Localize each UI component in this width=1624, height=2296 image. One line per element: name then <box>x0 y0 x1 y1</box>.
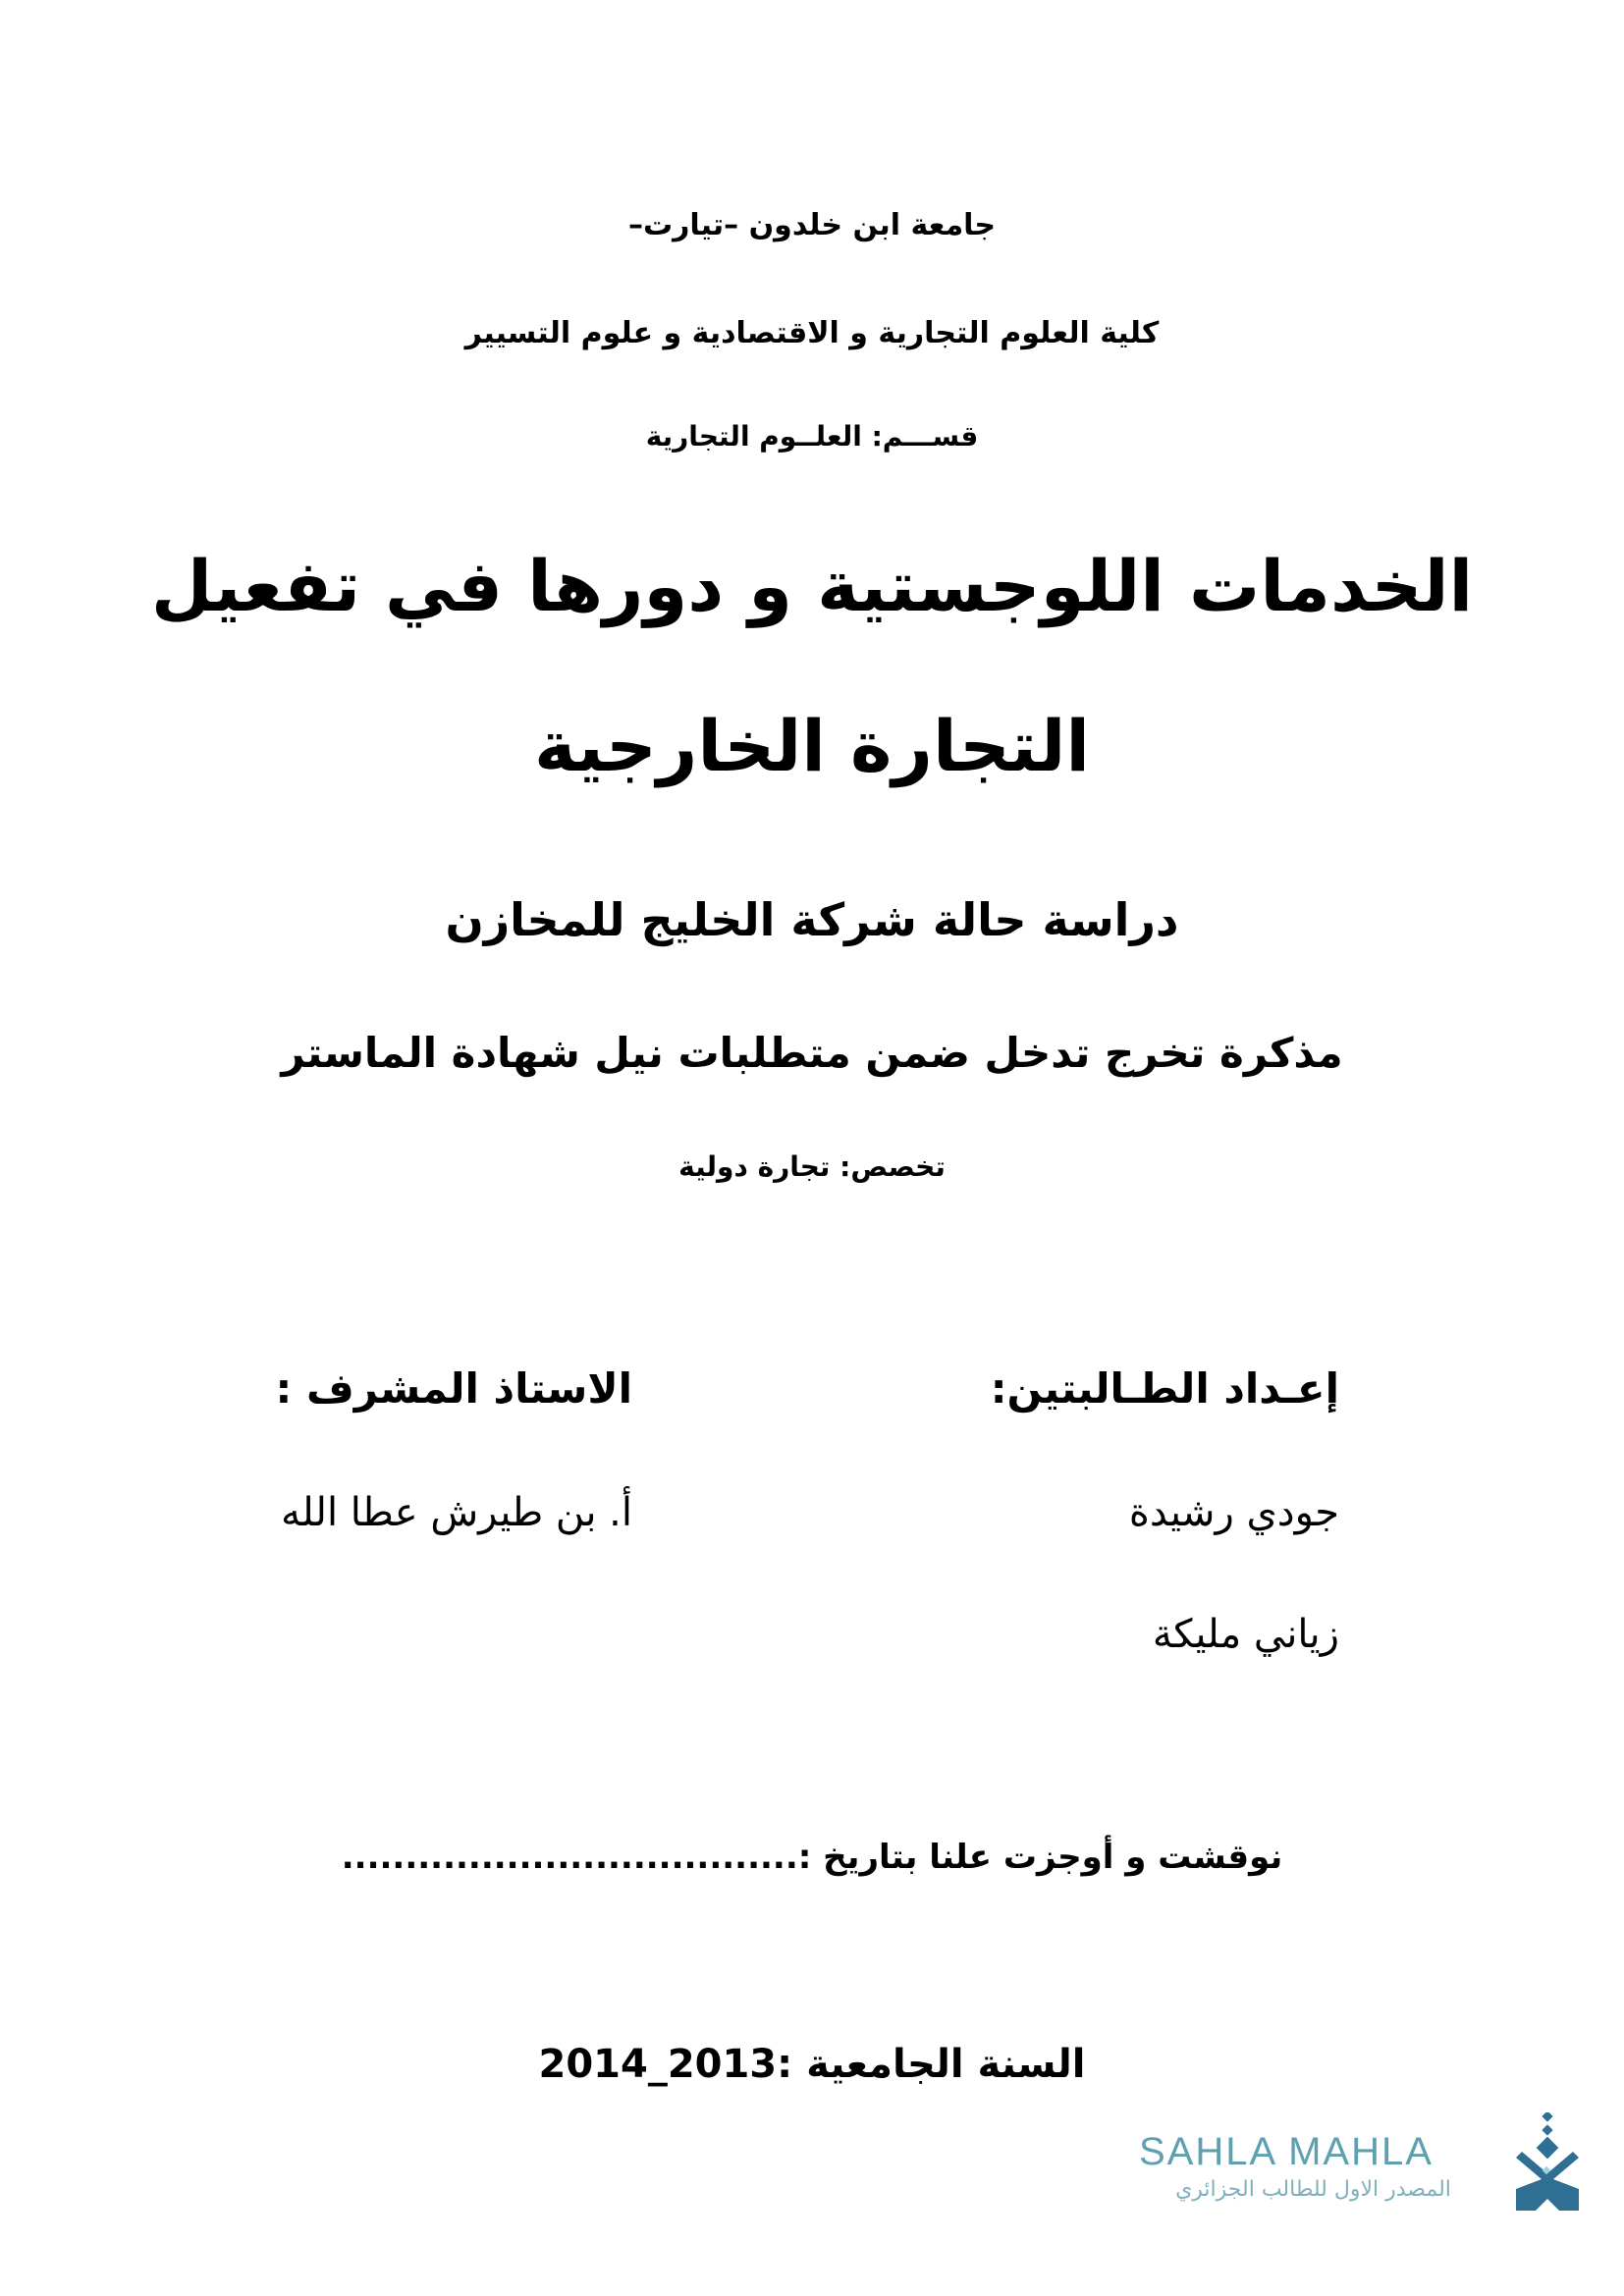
thesis-title-line1: الخدمات اللوجستية و دورها في تفعيل <box>150 545 1474 627</box>
faculty-name: كلية العلوم التجارية و الاقتصادية و علوم التسيير <box>464 316 1160 350</box>
logo-tagline: المصدر الاول للطالب الجزائري <box>1175 2177 1451 2202</box>
department-name: قســـم: العلــوم التجارية <box>645 420 979 453</box>
student-name: جودي رشيدة <box>1128 1490 1339 1535</box>
logo-emblem-icon <box>1510 2112 1589 2218</box>
supervisor-label: الاستاذ المشرف : <box>275 1364 632 1413</box>
academic-year: السنة الجامعية :2013_2014 <box>538 2042 1086 2087</box>
case-study: دراسة حالة شركة الخليج للمخازن <box>445 893 1179 946</box>
university-name: جامعة ابن خلدون –تيارت– <box>627 208 997 242</box>
students-label: إعـداد الطـالبتين: <box>990 1364 1339 1413</box>
logo-text: SAHLA MAHLA <box>1139 2130 1434 2173</box>
specialization: تخصص: تجارة دولية <box>678 1150 946 1183</box>
supervisor-name: أ. بن طيرش عطا الله <box>281 1490 632 1535</box>
sahla-mahla-logo <box>1139 2120 1591 2218</box>
student-name: زياني مليكة <box>1152 1612 1339 1657</box>
thesis-title-line2: التجارة الخارجية <box>533 705 1091 787</box>
defense-date: نوقشت و أوجزت علنا بتاريخ :.................................... <box>341 1838 1283 1877</box>
thesis-description: مذكرة تخرج تدخل ضمن متطلبات نيل شهادة الماستر <box>281 1029 1343 1077</box>
